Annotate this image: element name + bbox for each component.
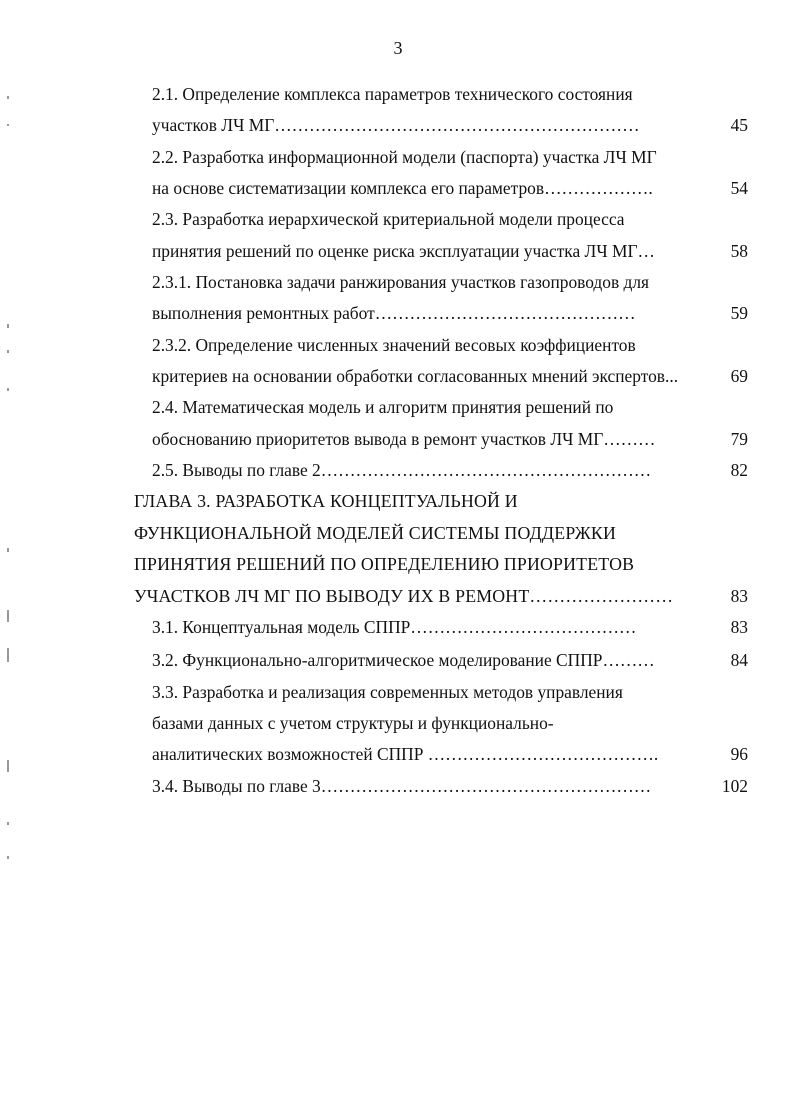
toc-page-54: 54 <box>730 178 748 198</box>
scan-speck <box>7 388 9 391</box>
toc-page-69: 69 <box>730 366 748 386</box>
toc-page-59: 59 <box>730 303 748 323</box>
toc-page-58: 58 <box>730 241 748 261</box>
scan-speck <box>7 760 9 772</box>
page-number: 3 <box>393 38 403 58</box>
toc-line-3-1: 3.1. Концептуальная модель СППР………………………………… <box>152 617 637 637</box>
toc-page-84: 84 <box>730 650 748 670</box>
chapter-3-heading-line-3: ПРИНЯТИЯ РЕШЕНИЙ ПО ОПРЕДЕЛЕНИЮ ПРИОРИТЕТОВ <box>134 554 635 574</box>
toc-line-6: принятия решений по оценке риска эксплуатации участка ЛЧ МГ… <box>152 241 655 261</box>
toc-line-2: участков ЛЧ МГ……………………………………………………… <box>152 115 640 135</box>
toc-line-3-3a: 3.3. Разработка и реализация современных методов управления <box>152 682 623 702</box>
toc-page-82: 82 <box>730 460 748 480</box>
toc-page-96: 96 <box>730 744 748 764</box>
toc-page-79: 79 <box>730 429 748 449</box>
scan-speck <box>7 350 9 353</box>
toc-page-83-chapter: 83 <box>730 586 748 606</box>
toc-line-5: 2.3. Разработка иерархической критериальной модели процесса <box>152 209 625 229</box>
toc-line-9: 2.3.2. Определение численных значений весовых коэффициентов <box>152 335 636 355</box>
chapter-3-heading-line-4: УЧАСТКОВ ЛЧ МГ ПО ВЫВОДУ ИХ В РЕМОНТ…………………… <box>134 586 674 606</box>
toc-page-102: 102 <box>721 776 748 796</box>
scan-speck <box>7 856 9 859</box>
toc-line-1: 2.1. Определение комплекса параметров технического состояния <box>152 84 633 104</box>
scan-speck <box>7 96 9 99</box>
scan-speck <box>7 822 9 825</box>
toc-line-8: выполнения ремонтных работ……………………………………… <box>152 303 636 323</box>
toc-page-45: 45 <box>730 115 748 135</box>
toc-line-3-3c: аналитических возможностей СППР …………………………………. <box>152 744 659 764</box>
toc-page-83: 83 <box>730 617 748 637</box>
toc-line-4: на основе систематизации комплекса его параметров………………. <box>152 178 653 198</box>
toc-line-10: критериев на основании обработки согласованных мнений экспертов... <box>152 366 679 386</box>
scan-speck <box>7 324 9 328</box>
toc-line-12: обоснованию приоритетов вывода в ремонт участков ЛЧ МГ……… <box>152 429 656 449</box>
toc-line-13: 2.5. Выводы по главе 2………………………………………………… <box>152 460 652 480</box>
toc-line-3-2: 3.2. Функционально-алгоритмическое моделирование СППР……… <box>152 650 655 670</box>
chapter-3-heading-line-2: ФУНКЦИОНАЛЬНОЙ МОДЕЛЕЙ СИСТЕМЫ ПОДДЕРЖКИ <box>134 523 617 543</box>
toc-line-11: 2.4. Математическая модель и алгоритм принятия решений по <box>152 397 614 417</box>
toc-line-3-3b: базами данных с учетом структуры и функционально- <box>152 713 554 733</box>
scan-speck <box>7 648 9 662</box>
chapter-3-heading-line-1: ГЛАВА 3. РАЗРАБОТКА КОНЦЕПТУАЛЬНОЙ И <box>134 491 518 511</box>
scan-speck <box>7 124 9 126</box>
toc-line-7: 2.3.1. Постановка задачи ранжирования участков газопроводов для <box>152 272 650 292</box>
toc-line-3-4: 3.4. Выводы по главе 3………………………………………………… <box>152 776 652 796</box>
scan-speck <box>7 548 9 552</box>
toc-line-3: 2.2. Разработка информационной модели (паспорта) участка ЛЧ МГ <box>152 147 657 167</box>
scan-speck <box>7 610 9 622</box>
